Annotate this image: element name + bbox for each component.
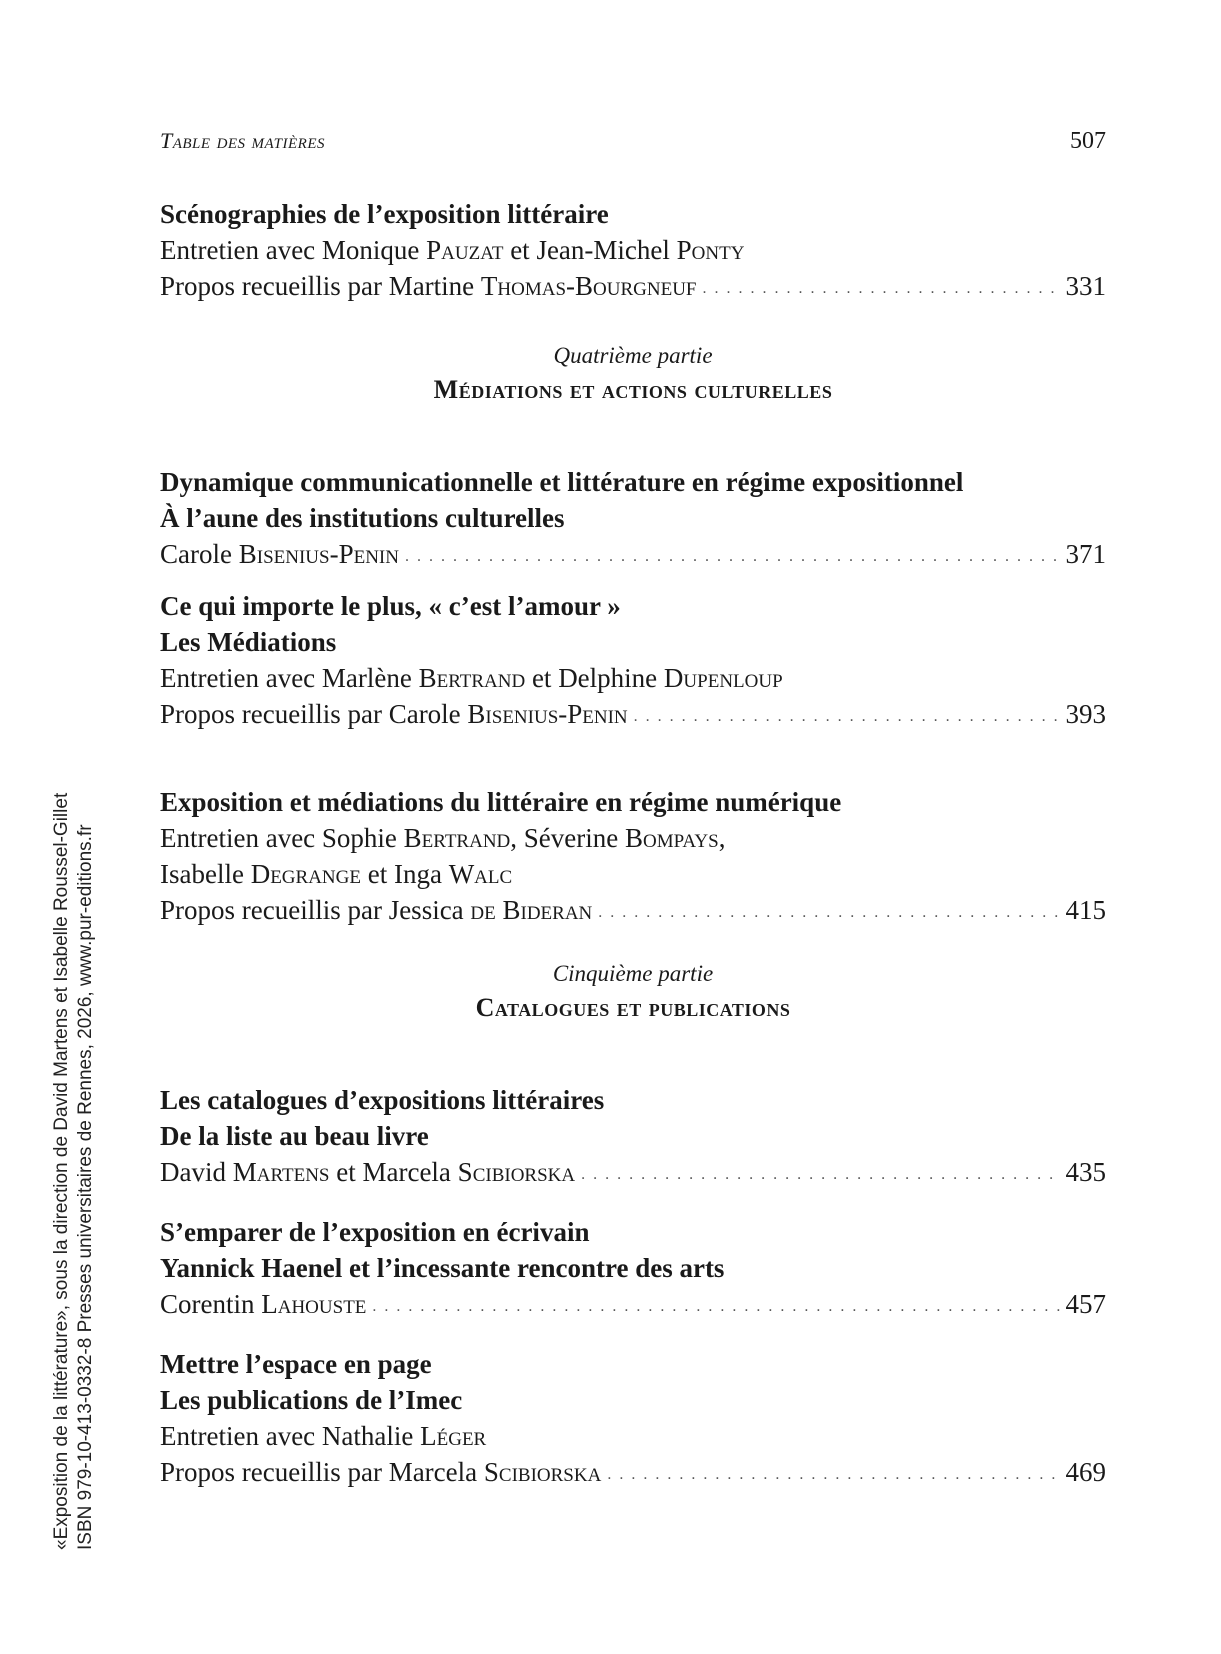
entry-title: Scénographies de l’exposition littéraire (160, 199, 609, 229)
toc-entry (160, 1214, 1106, 1327)
part-label: Quatrième partie (553, 343, 713, 368)
entry-author-line: Propos recueillis par Jessica de Bideran . . . 415 (160, 892, 1106, 933)
toc-entry (160, 1346, 1106, 1495)
toc-entry (160, 464, 1106, 577)
side-note-line: «Exposition de la littérature», sous la direction de David Martens et Isabelle Roussel-Gillet (51, 792, 72, 1550)
part-title: Médiations et actions culturelles (433, 375, 833, 404)
entry-page-number: 331 (1065, 271, 1106, 301)
entry-interview-line: Entretien avec Sophie Bertrand, Séverine Bompays, (160, 823, 726, 853)
entry-interview-line: Isabelle Degrange et Inga Walc (160, 859, 513, 889)
entry-page-number: 469 (1065, 1457, 1106, 1487)
entry-interview-line: Entretien avec Nathalie Léger (160, 1421, 487, 1451)
toc-entry (160, 196, 1106, 309)
dot-leader (607, 1457, 1059, 1493)
dot-leader (581, 1157, 1059, 1193)
entry-page-number: 393 (1065, 699, 1106, 729)
part-heading (160, 958, 1106, 1026)
entry-author-line: Carole Bisenius-Penin . . . 371 (160, 536, 1106, 577)
entry-author-line: Propos recueillis par Carole Bisenius-Penin . . . 393 (160, 696, 1106, 737)
entry-page-number: 457 (1065, 1289, 1106, 1319)
entry-title: Exposition et médiations du littéraire en régime numérique (160, 787, 842, 817)
entry-subtitle: Les Médiations (160, 627, 337, 657)
entry-interview-line: Entretien avec Marlène Bertrand et Delphine Dupenloup (160, 663, 783, 693)
running-title: Table des matières (160, 128, 325, 153)
page-number: 507 (1070, 128, 1106, 154)
dot-leader (405, 539, 1060, 575)
entry-subtitle: Les publications de l’Imec (160, 1385, 463, 1415)
entry-subtitle: À l’aune des institutions culturelles (160, 503, 565, 533)
entry-page-number: 371 (1065, 539, 1106, 569)
entry-title: Dynamique communicationnelle et littérature en régime expositionnel (160, 467, 964, 497)
entry-page-number: 415 (1065, 895, 1106, 925)
dot-leader (598, 895, 1059, 931)
entry-title: S’emparer de l’exposition en écrivain (160, 1217, 590, 1247)
entry-author-line: Propos recueillis par Martine Thomas-Bourgneuf . . . 331 (160, 268, 1106, 309)
entry-interview-line: Entretien avec Monique Pauzat et Jean-Michel Ponty (160, 235, 745, 265)
part-label: Cinquième partie (552, 961, 714, 986)
toc-entry (160, 1082, 1106, 1195)
copyright-side-note (50, 793, 98, 1550)
entry-title: Mettre l’espace en page (160, 1349, 432, 1379)
entry-subtitle: Yannick Haenel et l’incessante rencontre des arts (160, 1253, 725, 1283)
dot-leader (634, 699, 1060, 735)
side-note-line: ISBN 979-10-413-0332-8 Presses universitaires de Rennes, 2026, www.pur-editions.fr (75, 824, 96, 1550)
toc-entry (160, 784, 1106, 933)
dot-leader (703, 271, 1060, 307)
dot-leader (372, 1289, 1059, 1325)
entry-author-line: Corentin Lahouste . . . 457 (160, 1286, 1106, 1327)
part-title: Catalogues et publications (475, 993, 791, 1022)
entry-title: Les catalogues d’expositions littéraires (160, 1085, 605, 1115)
running-head (160, 128, 1106, 155)
entry-subtitle: De la liste au beau livre (160, 1121, 429, 1151)
part-heading (160, 340, 1106, 408)
entry-author-line: David Martens et Marcela Scibiorska . . . 435 (160, 1154, 1106, 1195)
toc-entry (160, 588, 1106, 737)
entry-page-number: 435 (1065, 1157, 1106, 1187)
entry-title: Ce qui importe le plus, « c’est l’amour » (160, 591, 621, 621)
entry-author-line: Propos recueillis par Marcela Scibiorska . . . 469 (160, 1454, 1106, 1495)
